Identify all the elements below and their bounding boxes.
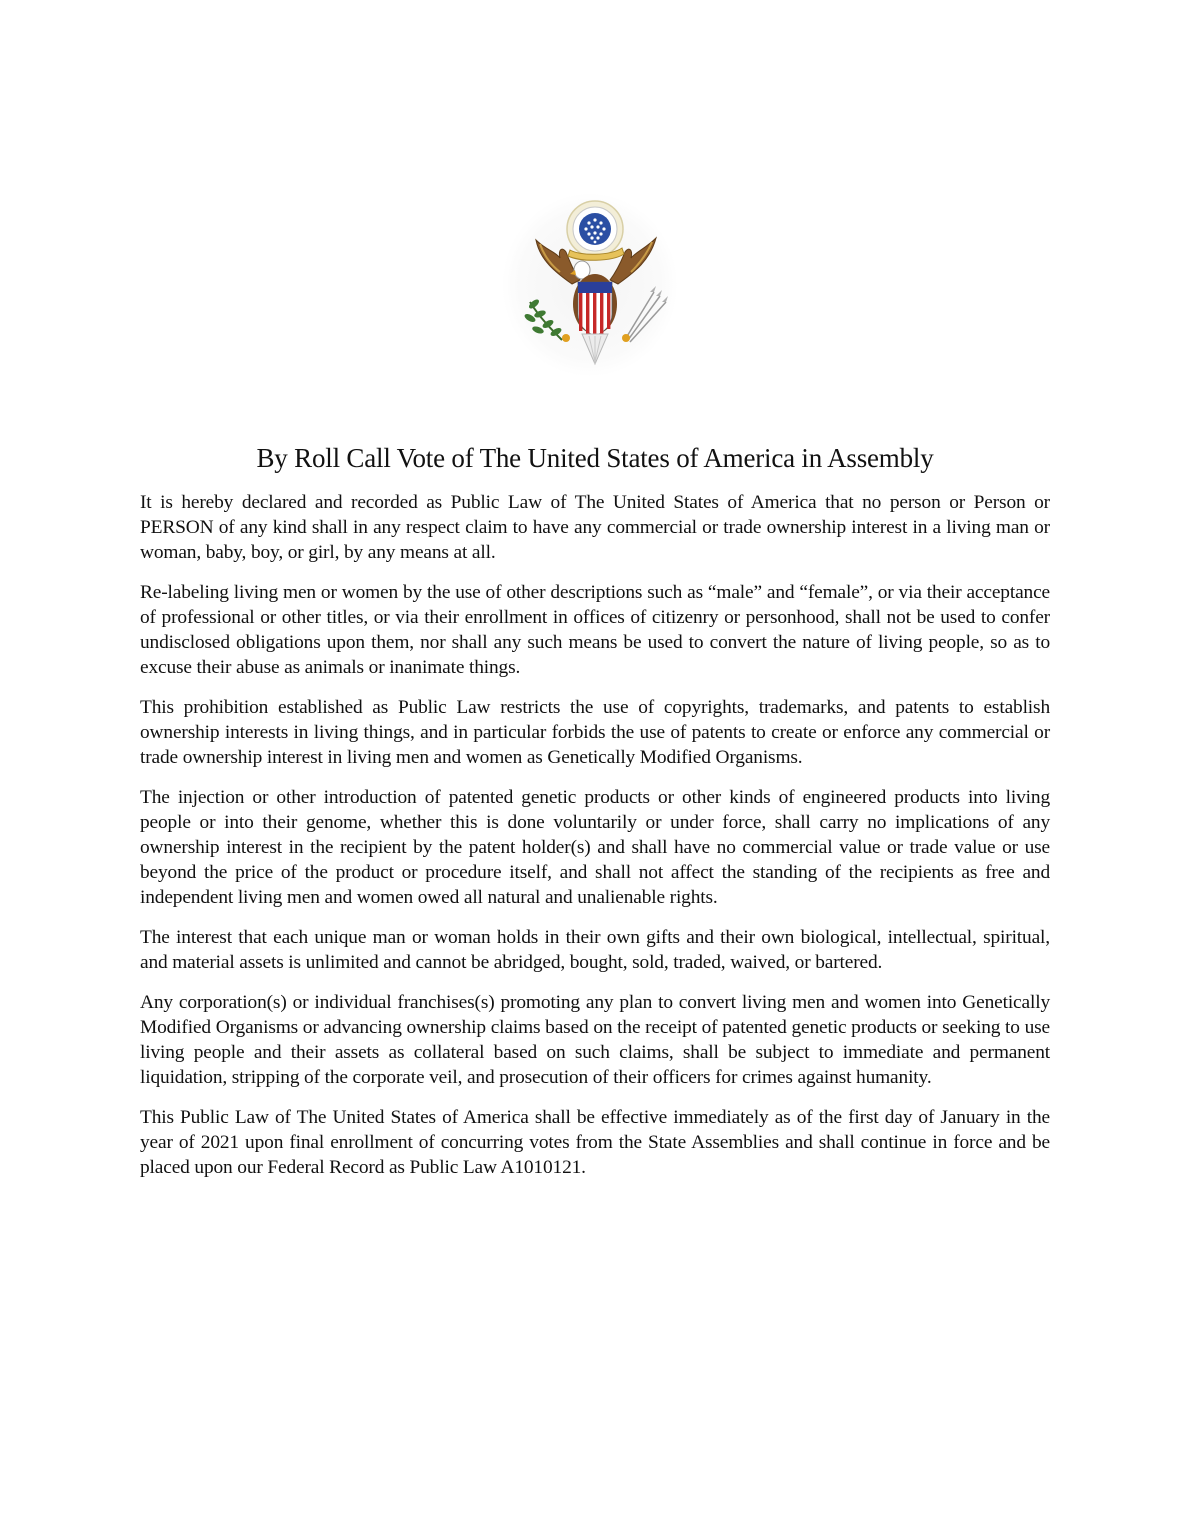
paragraph-ownership-declaration: It is hereby declared and recorded as Public Law of The United States of America that no person or Person or PERSON of any kind shall in any respect claim to have any commercial or trade ownership interest in a living man or woman, baby, boy, or girl, by any means at all. [140, 492, 1050, 563]
law-text-body [140, 490, 1050, 1195]
great-seal-eagle-icon [500, 192, 680, 378]
paragraph-individual-interest: The interest that each unique man or woman holds in their own gifts and their own biological, intellectual, spiritual, and material assets is unlimited and cannot be abridged, bought, sold, traded, waived, or bartered. [140, 927, 1050, 973]
paragraph-genetic-products: The injection or other introduction of patented genetic products or other kinds of engineered products into living people or into their genome, whether this is done voluntarily or under force, shall carry no implications of any ownership interest in the recipient by the patent holder(s) and shall have no commercial value or trade value or use beyond the price of the product or procedure itself, and shall not affect the standing of the recipients as free and independent living men and women owed all natural and unalienable rights. [140, 787, 1050, 908]
paragraph-corporate-liquidation: Any corporation(s) or individual franchises(s) promoting any plan to convert living men and women into Genetically Modified Organisms or advancing ownership claims based on the receipt of patented genetic products or seeking to use living people and their assets as collateral based on such claims, shall be subject to immediate and permanent liquidation, stripping of the corporate veil, and prosecution of their officers for crimes against humanity. [140, 992, 1050, 1088]
paragraph-effective-date: This Public Law of The United States of America shall be effective immediately as of the first day of January in the year of 2021 upon final enrollment of concurring votes from the State Assemblies and shall continue in force and be placed upon our Federal Record as Public Law A1010121. [140, 1107, 1050, 1178]
page-title: By Roll Call Vote of The United States of America in Assembly [256, 443, 934, 473]
paragraph-patent-prohibition: This prohibition established as Public Law restricts the use of copyrights, trademarks, and patents to establish ownership interests in living things, and in particular forbids the use of patents to create or enforce any commercial or trade ownership interest in living men and women as Genetically Modified Organisms. [140, 697, 1050, 768]
paragraph-relabeling: Re-labeling living men or women by the use of other descriptions such as “male” and “female”, or via their acceptance of professional or other titles, or via their enrollment in offices of citizenry or personhood, shall not be used to confer undisclosed obligations upon them, nor shall any such means be used to convert the nature of living people, so as to excuse their abuse as animals or inanimate things. [140, 582, 1050, 678]
